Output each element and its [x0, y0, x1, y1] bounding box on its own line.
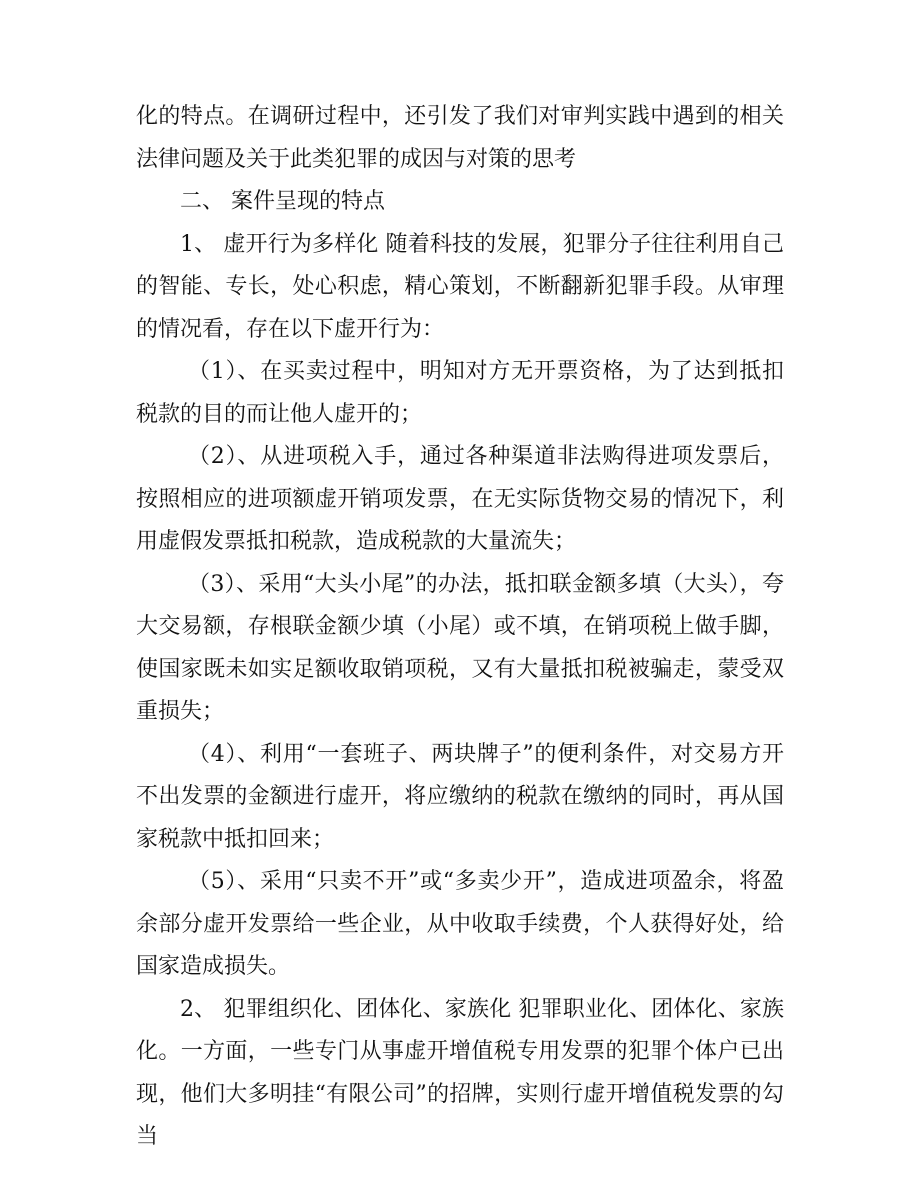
section-heading-2: 二、 案件呈现的特点: [180, 189, 385, 214]
paragraph-subitem-4: （4）、利用“一套班子、两块牌子”的便利条件，对交易方开不出发票的金额进行虚开，将应缴纳的税款在缴纳的同时，再从国家税款中抵扣回来；: [136, 741, 784, 852]
paragraph-subitem-3: （3）、采用“大头小尾”的办法，抵扣联金额多填（大头），夸大交易额，存根联金额少填（小尾）或不填，在销项税上做手脚，使国家既未如实足额收取销项税，又有大量抵扣税被骗走，蒙受双重损失；: [136, 571, 784, 724]
paragraph-subitem-5: （5）、采用“只卖不开”或“多卖少开”，造成进项盈余，将盈余部分虚开发票给一些企业，从中收取手续费，个人获得好处，给国家造成损失。: [136, 869, 784, 979]
paragraph-item-1: 1、 虚开行为多样化 随着科技的发展，犯罪分子往往利用自己的智能、专长，处心积虑，精心策划，不断翻新犯罪手段。从审理的情况看，存在以下虚开行为：: [136, 231, 784, 342]
paragraph-item-2: 2、 犯罪组织化、团体化、家族化 犯罪职业化、团体化、家族化。一方面，一些专门从事虚开增值税专用发票的犯罪个体户已出现，他们大多明挂“有限公司”的招牌，实则行虚开增值税发票的勾当: [136, 996, 784, 1149]
paragraph-continuation: 化的特点。在调研过程中，还引发了我们对审判实践中遇到的相关法律问题及关于此类犯罪的成因与对策的思考: [136, 104, 784, 172]
document-body: [136, 96, 784, 1159]
paragraph-subitem-2: （2）、从进项税入手，通过各种渠道非法购得进项发票后，按照相应的进项额虚开销项发票，在无实际货物交易的情况下，利用虚假发票抵扣税款，造成税款的大量流失；: [136, 444, 784, 554]
paragraph-subitem-1: （1）、在买卖过程中，明知对方无开票资格，为了达到抵扣税款的目的而让他人虚开的；: [136, 359, 784, 427]
